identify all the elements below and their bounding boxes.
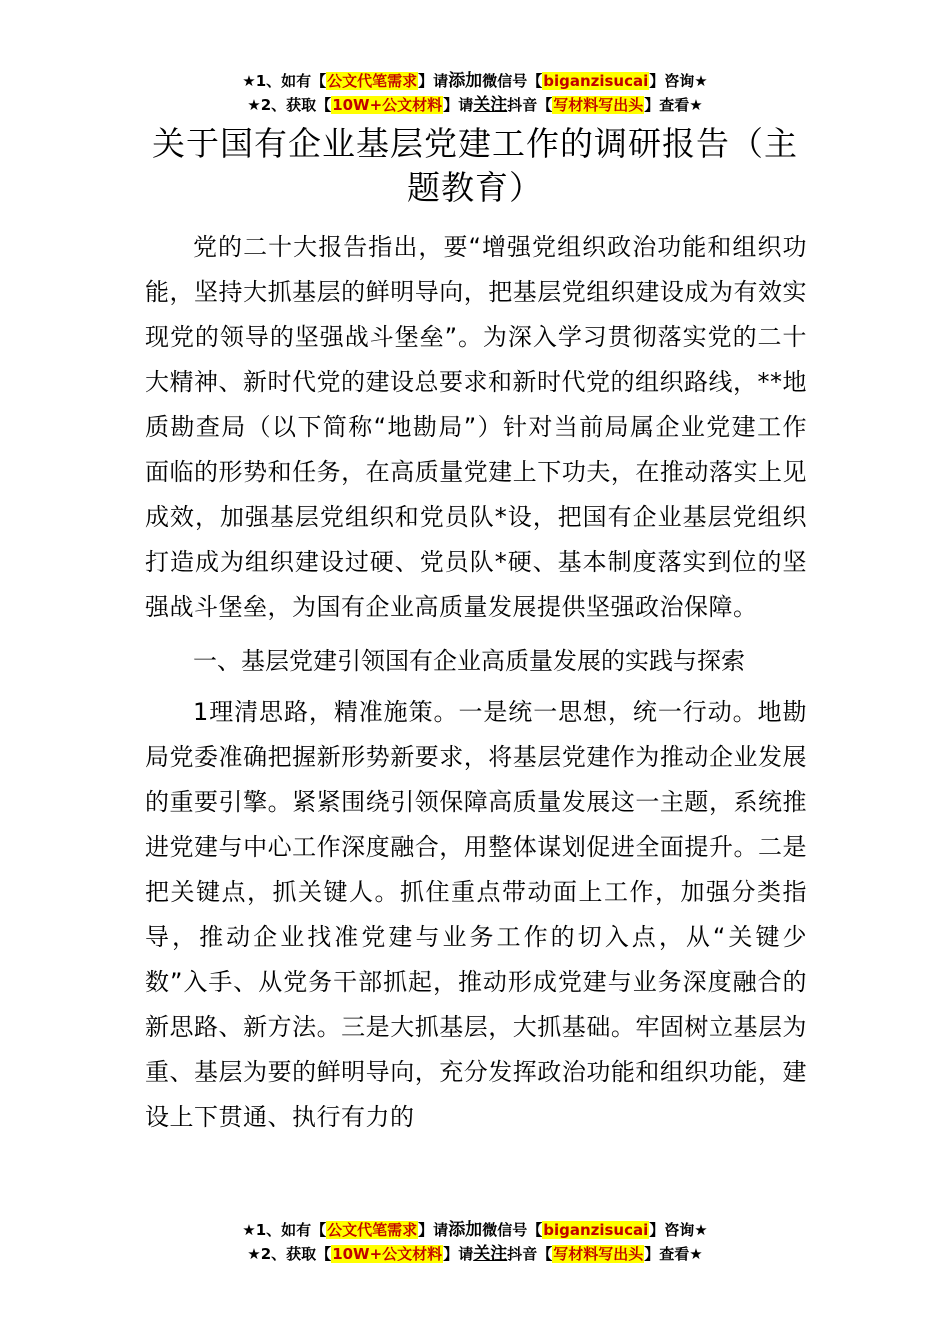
highlight-service: 公文代笔需求 xyxy=(327,1221,418,1239)
body-paragraph: 党的二十大报告指出，要“增强党组织政治功能和组织功能，坚持大抓基层的鲜明导向，把基层党组织建设成为有效实现党的领导的坚强战斗堡垒”。为深入学习贯彻落实党的二十大精神、新时代党的建设总要求和新时代党的组织路线，**地质勘查局（以下简称“地勘局”）针对当前局属企业党建工作面临的形势和任务，在高质量党建上下功夫，在推动落实上见成效，加强基层党组织和党员队*设，把国有企业基层党组织打造成为组织建设过硬、党员队*硬、基本制度落实到位的坚强战斗堡垒，为国有企业高质量发展提供坚强政治保障。 xyxy=(145,233,807,621)
promo-line-2: ★2、获取【10W+公文材料】请关注抖音【写材料写出头】查看★ xyxy=(247,95,703,115)
body-paragraph: 1理清思路，精准施策。一是统一思想，统一行动。地勘局党委准确把握新形势新要求，将基层党建作为推动企业发展的重要引擎。紧紧围绕引领保障高质量发展这一主题，系统推进党建与中心工作深度融合，用整体谋划促进全面提升。二是把关键点，抓关键人。抓住重点带动面上工作，加强分类指导，推动企业找准党建与业务工作的切入点，从“关键少数”入手、从党务干部抓起，推动形成党建与业务深度融合的新思路、新方法。三是大抓基层，大抓基础。牢固树立基层为重、基层为要的鲜明导向，充分发挥政治功能和组织功能，建设上下贯通、执行有力的 xyxy=(145,698,807,1131)
highlight-wechat-id: biganzisucai xyxy=(543,1221,649,1239)
top-promo-banner xyxy=(0,69,950,117)
bottom-promo-banner xyxy=(0,1218,950,1266)
section-heading: 一、基层党建引领国有企业高质量发展的实践与探索 xyxy=(193,647,745,675)
highlight-wechat-id: biganzisucai xyxy=(543,72,649,90)
document-body xyxy=(145,225,807,1140)
highlight-materials: 10W+公文材料 xyxy=(332,96,443,114)
promo-line-1: ★1、如有【公文代笔需求】请添加微信号【biganzisucai】咨询★ xyxy=(242,1220,708,1240)
highlight-materials: 10W+公文材料 xyxy=(332,1245,443,1263)
promo-line-1: ★1、如有【公文代笔需求】请添加微信号【biganzisucai】咨询★ xyxy=(242,71,708,91)
highlight-douyin-account: 写材料写出头 xyxy=(553,96,644,114)
highlight-douyin-account: 写材料写出头 xyxy=(553,1245,644,1263)
promo-line-2: ★2、获取【10W+公文材料】请关注抖音【写材料写出头】查看★ xyxy=(247,1244,703,1264)
highlight-service: 公文代笔需求 xyxy=(327,72,418,90)
document-title: 关于国有企业基层党建工作的调研报告（主题教育） xyxy=(152,124,798,207)
